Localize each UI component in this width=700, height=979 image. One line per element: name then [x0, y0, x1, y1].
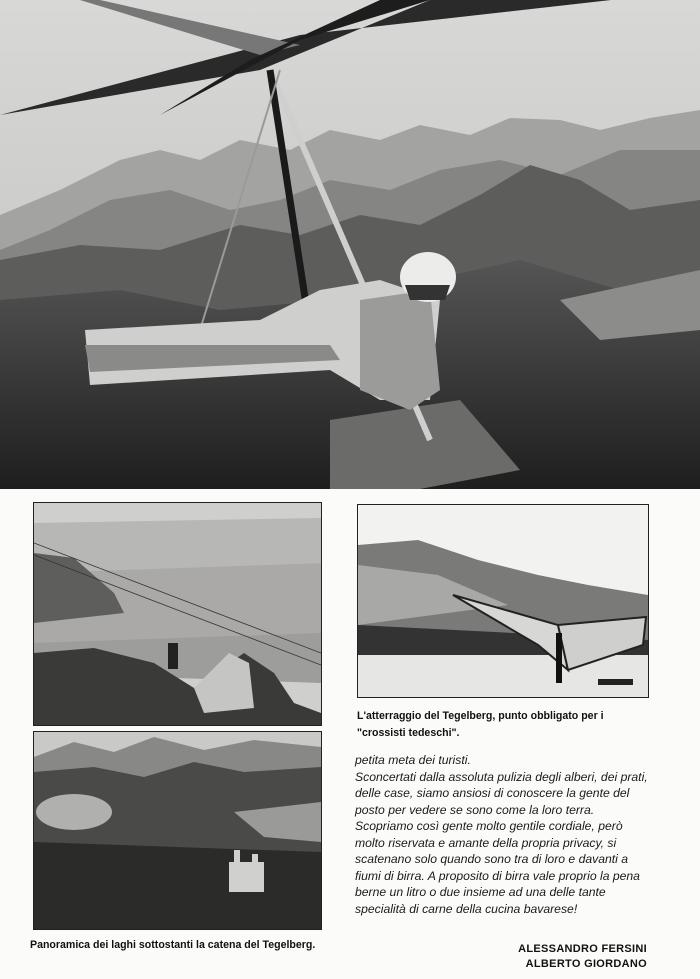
article-text — [355, 752, 650, 917]
landing-photo-caption: L'atterraggio del Tegelberg, punto obbligato per i "crossisti tedeschi". — [357, 710, 604, 739]
author-name: ALBERTO GIORDANO — [525, 957, 647, 970]
author-name: ALESSANDRO FERSINI — [518, 943, 647, 955]
article-paragraph: Scopriamo così gente molto gentile cordiale, però molto riservata e amante della propria privacy, si scatenano solo quando sono tra di loro e davanti a fiumi di birra. A proposito di birra vale proprio la pena berne un litro o due insieme ad una delle tante specialità di carne della cucina bavarese! — [355, 819, 640, 916]
author-credits — [518, 942, 647, 971]
valley-cable-car-photo — [33, 502, 322, 726]
hang-glider-photo-illustration — [0, 0, 700, 489]
lakes-castle-photo — [33, 731, 322, 930]
article-paragraph: petita meta dei turisti. — [355, 753, 471, 767]
article-paragraph: Sconcertati dalla assoluta pulizia degli alberi, dei prati, delle case, siamo ansiosi di conoscere la gente del posto per vedere se sono come la loro terra. — [355, 769, 648, 817]
lakes-photo-illustration — [34, 732, 321, 929]
lakes-photo-caption: Panoramica dei laghi sottostanti la catena del Tegelberg. — [30, 939, 316, 951]
hero-photo — [0, 0, 700, 489]
landing-photo-illustration — [358, 505, 648, 697]
valley-photo-illustration — [34, 503, 321, 725]
landing-site-photo — [357, 504, 649, 698]
